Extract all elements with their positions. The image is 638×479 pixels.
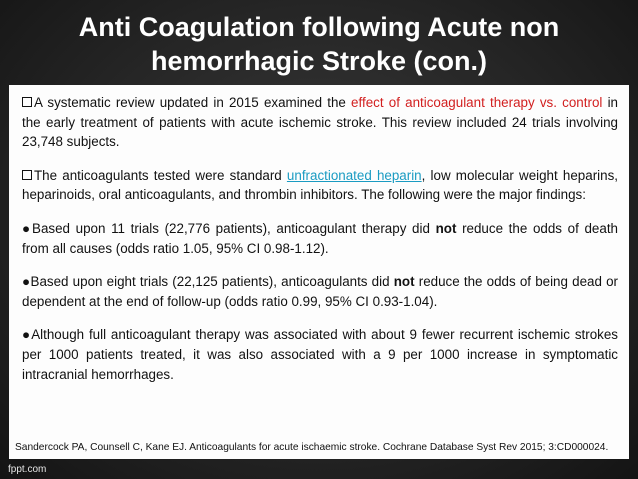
unfractionated-heparin-link[interactable]: unfractionated heparin xyxy=(286,167,422,183)
content-panel xyxy=(9,85,629,459)
text: The anticoagulants tested were standard xyxy=(34,167,287,183)
highlighted-text: effect of anticoagulant therapy vs. control xyxy=(351,95,603,110)
citation: Sandercock PA, Counsell C, Kane EJ. Anticoagulants for acute ischaemic stroke. Cochrane Database Syst Rev 2015; 3:CD000024. xyxy=(15,441,625,454)
title-line-2: hemorrhagic Stroke (con.) xyxy=(150,46,488,76)
slide-title xyxy=(40,10,598,78)
emphasis-not: not xyxy=(393,274,415,290)
brand-watermark: fppt.com xyxy=(8,464,47,475)
checkbox-bullet-icon xyxy=(22,97,32,107)
paragraph-review xyxy=(22,93,618,152)
content-body xyxy=(22,93,618,384)
text: ●Based upon eight trials (22,125 patients), anticoagulants did xyxy=(22,274,394,290)
text: in the early treatment of patients with acute ischemic stroke. This review included 24 trials involving 23,748 subjects. xyxy=(22,95,618,150)
title-line-1: Anti Coagulation following Acute non xyxy=(78,12,560,42)
text: A systematic review updated in 2015 examined the xyxy=(34,95,352,110)
finding-hemorrhage: ●Although full anticoagulant therapy was associated with about 9 fewer recurrent ischemic strokes per 1000 patients treated, it was also associated with a 9 per 1000 increase in symptomatic intracranial hemorrhages. xyxy=(22,327,618,382)
text: reduce the odds of being dead or dependent at the end of follow-up (odds ratio 0.99, 95% CI 0.93-1.04). xyxy=(22,274,618,309)
text: ●Based upon 11 trials (22,776 patients), anticoagulant therapy did xyxy=(22,220,436,236)
checkbox-bullet-icon xyxy=(22,170,32,180)
finding-death xyxy=(22,219,618,258)
text: , low molecular weight heparins, heparinoids, oral anticoagulants, and thrombin inhibitors. The following were the major findings: xyxy=(22,167,618,203)
text: reduce the odds of death from all causes (odds ratio 1.05, 95% CI 0.98-1.12). xyxy=(22,220,618,256)
paragraph-anticoagulants xyxy=(22,166,618,205)
emphasis-not: not xyxy=(435,220,457,236)
finding-dependency xyxy=(22,272,618,311)
